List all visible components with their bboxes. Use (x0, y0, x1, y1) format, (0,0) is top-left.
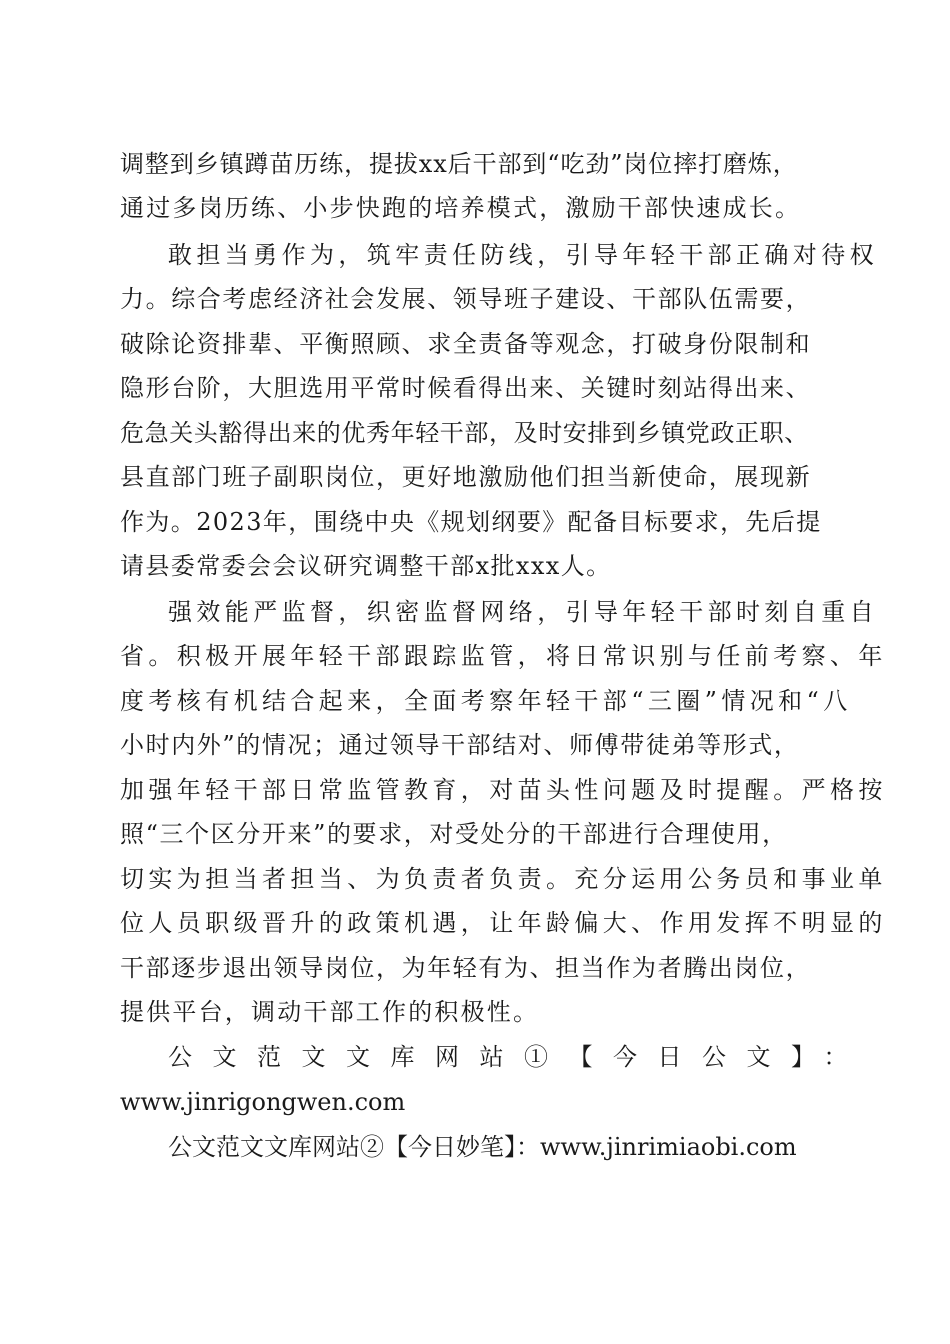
paragraph-2-line-8: 请县委常委会会议研究调整干部x批xxx人。 (120, 552, 612, 580)
paragraph-3-line-7: 切实为担当者担当、为负责者负责。充分运用公务员和事业单 (120, 865, 887, 893)
paragraph-2-line-5: 危急关头豁得出来的优秀年轻干部，及时安排到乡镇党政正职、 (120, 419, 809, 447)
paragraph-2-line-3: 破除论资排辈、平衡照顾、求全责备等观念，打破身份限制和 (120, 330, 812, 358)
paragraph-3-line-3: 度考核有机结合起来，全面考察年轻干部“三圈”情况和“八 (120, 687, 852, 715)
paragraph-3-line-10: 提供平台，调动干部工作的积极性。 (120, 998, 540, 1026)
paragraph-1-line-2: 通过多岗历练、小步快跑的培养模式，激励干部快速成长。 (120, 194, 802, 222)
paragraph-2-line-4: 隐形台阶，大胆选用平常时候看得出来、关键时刻站得出来、 (120, 374, 812, 402)
paragraph-3-line-6: 照“三个区分开来”的要求，对受处分的干部进行合理使用， (120, 820, 788, 848)
paragraph-2-line-7: 作为。2023年，围绕中央《规划纲要》配备目标要求，先后提 (120, 508, 822, 536)
paragraph-1-line-1: 调整到乡镇蹲苗历练，提拔xx后干部到“吃劲”岗位摔打磨炼， (120, 150, 798, 178)
footer-site-2[interactable]: 公文范文文库网站②【今日妙笔】：www.jinrimiaobi.com (168, 1133, 797, 1161)
paragraph-3-line-2: 省。积极开展年轻干部跟踪监管，将日常识别与任前考察、年 (120, 642, 887, 670)
paragraph-3-line-9: 干部逐步退出领导岗位，为年轻有为、担当作为者腾出岗位， (120, 954, 812, 982)
paragraph-3-line-5: 加强年轻干部日常监管教育，对苗头性问题及时提醒。严格按 (120, 776, 887, 804)
paragraph-2-line-1: 敢担当勇作为，筑牢责任防线，引导年轻干部正确对待权 (168, 241, 878, 269)
paragraph-2-line-2: 力。综合考虑经济社会发展、领导班子建设、干部队伍需要， (120, 285, 812, 313)
paragraph-3-line-1: 强效能严监督，织密监督网络，引导年轻干部时刻自重自 (168, 598, 878, 626)
paragraph-3-line-8: 位人员职级晋升的政策机遇，让年龄偏大、作用发挥不明显的 (120, 909, 887, 937)
paragraph-2-line-6: 县直部门班子副职岗位，更好地激励他们担当新使命，展现新 (120, 463, 812, 491)
paragraph-3-line-4: 小时内外”的情况；通过领导干部结对、师傅带徒弟等形式， (120, 731, 800, 759)
footer-site-1-url[interactable]: www.jinrigongwen.com (120, 1088, 406, 1116)
footer-site-1-label: 公文范文文库网站①【今日公文】： (168, 1043, 868, 1071)
